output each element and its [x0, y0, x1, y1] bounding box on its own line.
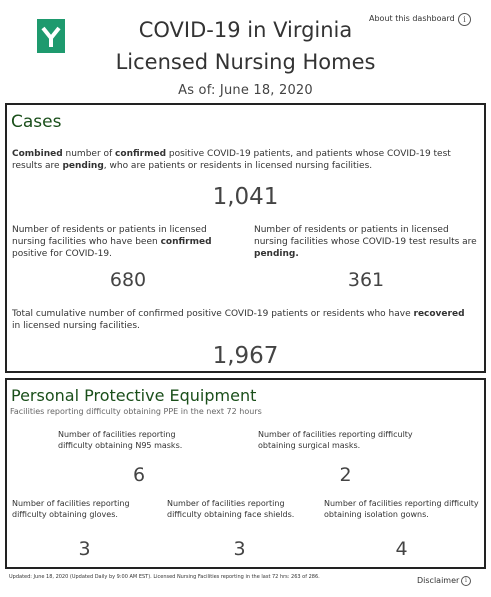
dashboard-header	[0, 0, 491, 102]
pending-text-1: Number of residents or patients in licensed nursing facilities whose COVID-19 test results are	[254, 225, 477, 247]
combined-cases-description	[12, 148, 472, 172]
confirmed-cases-value: 680	[109, 269, 147, 291]
confirmed-text-2: positive for COVID-19.	[12, 249, 112, 259]
as-of-date: As of: June 18, 2020	[178, 83, 313, 98]
confirmed-bold: confirmed	[160, 237, 212, 247]
cases-panel	[5, 103, 486, 373]
face-shields-value: 3	[233, 538, 246, 560]
ppe-panel	[5, 378, 486, 569]
recovered-text-2: in licensed nursing facilities.	[12, 321, 140, 331]
about-dashboard-link[interactable]: About this dashboard	[369, 14, 455, 23]
pending-cases-description	[254, 224, 478, 260]
gloves-description: Number of facilities reporting difficulty obtaining gloves.	[12, 499, 130, 519]
ppe-subtitle: Facilities reporting difficulty obtaining PPE in the next 72 hours	[10, 407, 262, 416]
combined-word: Combined	[12, 149, 63, 159]
disclaimer-info-icon[interactable]: i	[461, 576, 471, 586]
cases-title: Cases	[11, 112, 62, 132]
confirmed-cases-description	[12, 224, 228, 260]
pending-word: pending	[62, 161, 104, 171]
disclaimer-link[interactable]: Disclaimer	[417, 576, 460, 585]
title-line-2: Licensed Nursing Homes	[115, 50, 376, 74]
page-title	[0, 16, 491, 76]
about-info-icon[interactable]: i	[458, 13, 471, 26]
face-shields-description: Number of facilities reporting difficulty obtaining face shields.	[167, 499, 295, 519]
isolation-gowns-value: 4	[395, 538, 408, 560]
n95-value: 6	[132, 464, 146, 486]
ppe-title: Personal Protective Equipment	[11, 386, 257, 405]
gloves-value: 3	[78, 538, 91, 560]
combined-text-2: positive COVID-19 patients, and patients whose COVID-19 test results are	[12, 149, 451, 171]
surgical-masks-description: Number of facilities reporting difficulty obtaining surgical masks.	[258, 430, 413, 450]
recovered-bold: recovered	[413, 309, 465, 319]
update-note: Updated: June 18, 2020 (Updated Daily by 9:00 AM EST). Licensed Nursing Facilities reporting in the last 72 hrs: 263 of 286.	[9, 574, 320, 580]
combined-text-1: number of	[62, 149, 116, 159]
pending-cases-value: 361	[347, 269, 385, 291]
pending-bold: pending.	[254, 249, 299, 259]
surgical-masks-value: 2	[339, 464, 352, 486]
combined-cases-value: 1,041	[212, 184, 279, 210]
confirmed-text-1: Number of residents or patients in licensed nursing facilities who have been	[12, 225, 207, 247]
combined-text-3: , who are patients or residents in licensed nursing facilities.	[103, 161, 373, 171]
recovered-text-1: Total cumulative number of confirmed positive COVID-19 patients or residents who have	[12, 309, 414, 319]
recovered-value: 1,967	[212, 343, 279, 369]
recovered-description	[12, 308, 472, 332]
title-line-1: COVID-19 in Virginia	[138, 18, 353, 42]
confirmed-word: confirmed	[115, 149, 167, 159]
n95-description: Number of facilities reporting difficulty obtaining N95 masks.	[58, 430, 183, 450]
isolation-gowns-description: Number of facilities reporting difficulty obtaining isolation gowns.	[324, 499, 479, 519]
